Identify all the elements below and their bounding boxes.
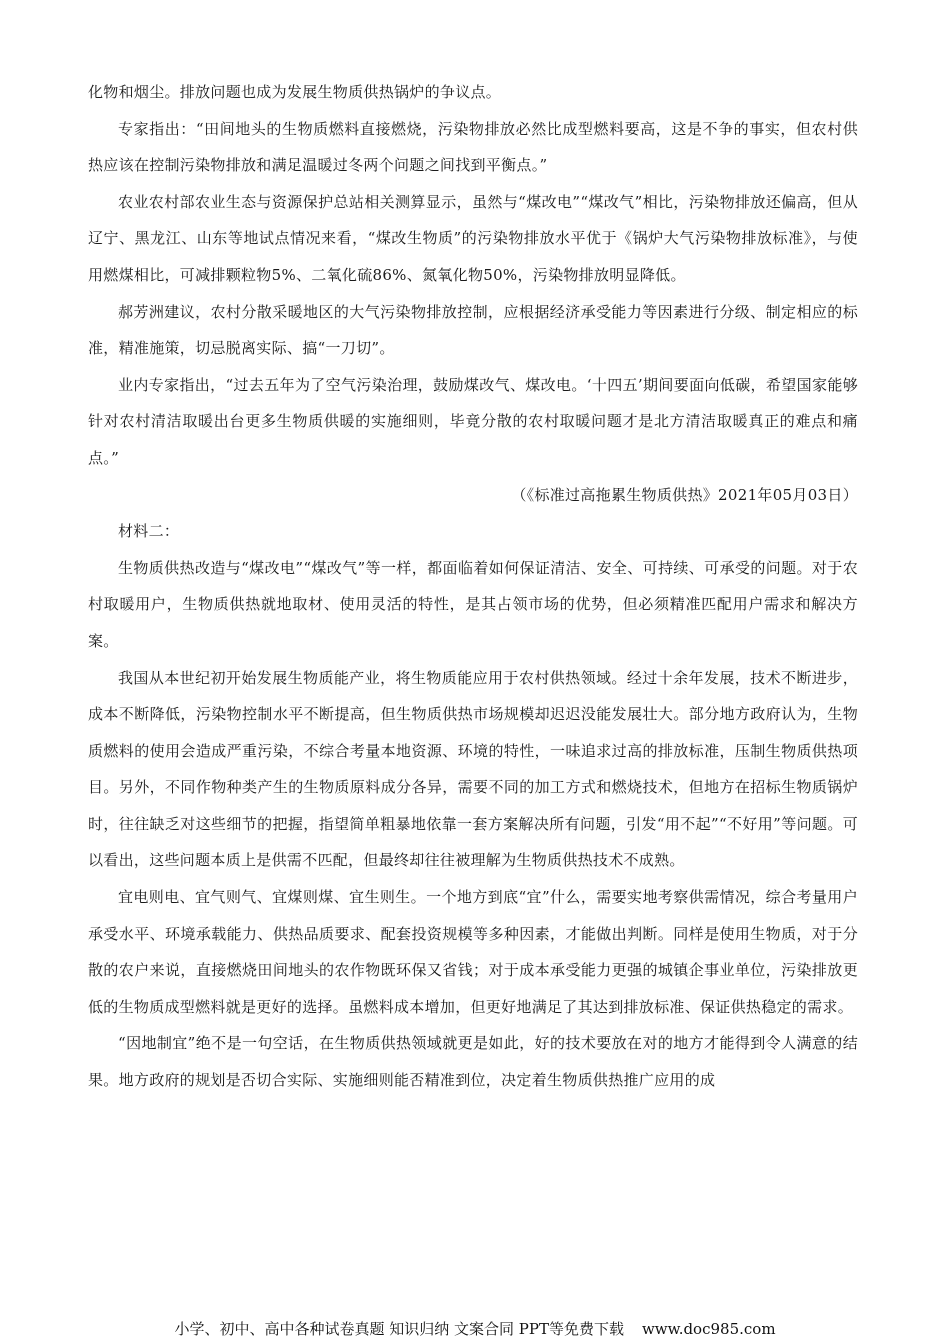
paragraph: 宜电则电、宜气则气、宜煤则煤、宜生则生。一个地方到底“宜”什么，需要实地考察供需情况，综合考量用户承受水平、环境承载能力、供热品质要求、配套投资规模等多种因素，才能做出判断。同样是使用生物质，对于分散的农户来说，直接燃烧田间地头的农作物既环保又省钱；对于成本承受能力更强的城镇企事业单位，污染排放更低的生物质成型燃料就是更好的选择。虽燃料成本增加，但更好地满足了其达到排放标准、保证供热稳定的需求。 <box>88 888 858 1016</box>
paragraph: 我国从本世纪初开始发展生物质能产业，将生物质能应用于农村供热领域。经过十余年发展，技术不断进步，成本不断降低，污染物控制水平不断提高，但生物质供热市场规模却迟迟没能发展壮大。部分地方政府认为，生物质燃料的使用会造成严重污染，不综合考量本地资源、环境的特性，一味追求过高的排放标准，压制生物质供热项目。另外，不同作物种类产生的生物质原料成分各异，需要不同的加工方式和燃烧技术，但地方在招标生物质锅炉时，往往缺乏对这些细节的把握，指望简单粗暴地依靠一套方案解决所有问题，引发“用不起”“不好用”等问题。可以看出，这些问题本质上是供需不匹配，但最终却往往被理解为生物质供热技术不成熟。 <box>88 668 858 870</box>
paragraph: 生物质供热改造与“煤改电”“煤改气”等一样，都面临着如何保证清洁、安全、可持续、可承受的问题。对于农村取暖用户，生物质供热就地取材、使用灵活的特性，是其占领市场的优势，但必须精准匹配用户需求和解决方案。 <box>88 558 858 650</box>
footer-text: 小学、初中、高中各种试卷真题 知识归纳 文案合同 PPT等免费下载 <box>174 1320 624 1338</box>
paragraph: 农业农村部农业生态与资源保护总站相关测算显示，虽然与“煤改电”“煤改气”相比，污染物排放还偏高，但从辽宁、黑龙江、山东等地试点情况来看，“煤改生物质”的污染物排放水平优于《锅炉大气污染物排放标准》，与使用燃煤相比，可减排颗粒物5%、二氧化硫86%、氮氧化物50%，污染物排放明显降低。 <box>88 192 858 284</box>
source-citation: （《标准过高拖累生物质供热》2021年05月03日） <box>511 485 858 504</box>
document-body <box>88 74 858 1099</box>
footer-url[interactable]: www.doc985.com <box>641 1320 776 1338</box>
paragraph: 郝芳洲建议，农村分散采暖地区的大气污染物排放控制，应根据经济承受能力等因素进行分级、制定相应的标准，精准施策，切忌脱离实际、搞“一刀切”。 <box>88 302 858 358</box>
paragraph: “因地制宜”绝不是一句空话，在生物质供热领域就更是如此，好的技术要放在对的地方才能得到令人满意的结果。地方政府的规划是否切合实际、实施细则能否精准到位，决定着生物质供热推广应用的成 <box>88 1034 858 1090</box>
section-heading: 材料二： <box>118 522 180 541</box>
page-footer <box>0 1319 950 1339</box>
paragraph: 专家指出：“田间地头的生物质燃料直接燃烧，污染物排放必然比成型燃料要高，这是不争的事实，但农村供热应该在控制污染物排放和满足温暖过冬两个问题之间找到平衡点。” <box>88 119 858 175</box>
paragraph: 业内专家指出，“过去五年为了空气污染治理，鼓励煤改气、煤改电。‘十四五’期间要面向低碳，希望国家能够针对农村清洁取暖出台更多生物质供暖的实施细则，毕竟分散的农村取暖问题才是北方清洁取暖真正的难点和痛点。” <box>88 375 858 467</box>
paragraph: 化物和烟尘。排放问题也成为发展生物质供热锅炉的争议点。 <box>88 83 502 101</box>
